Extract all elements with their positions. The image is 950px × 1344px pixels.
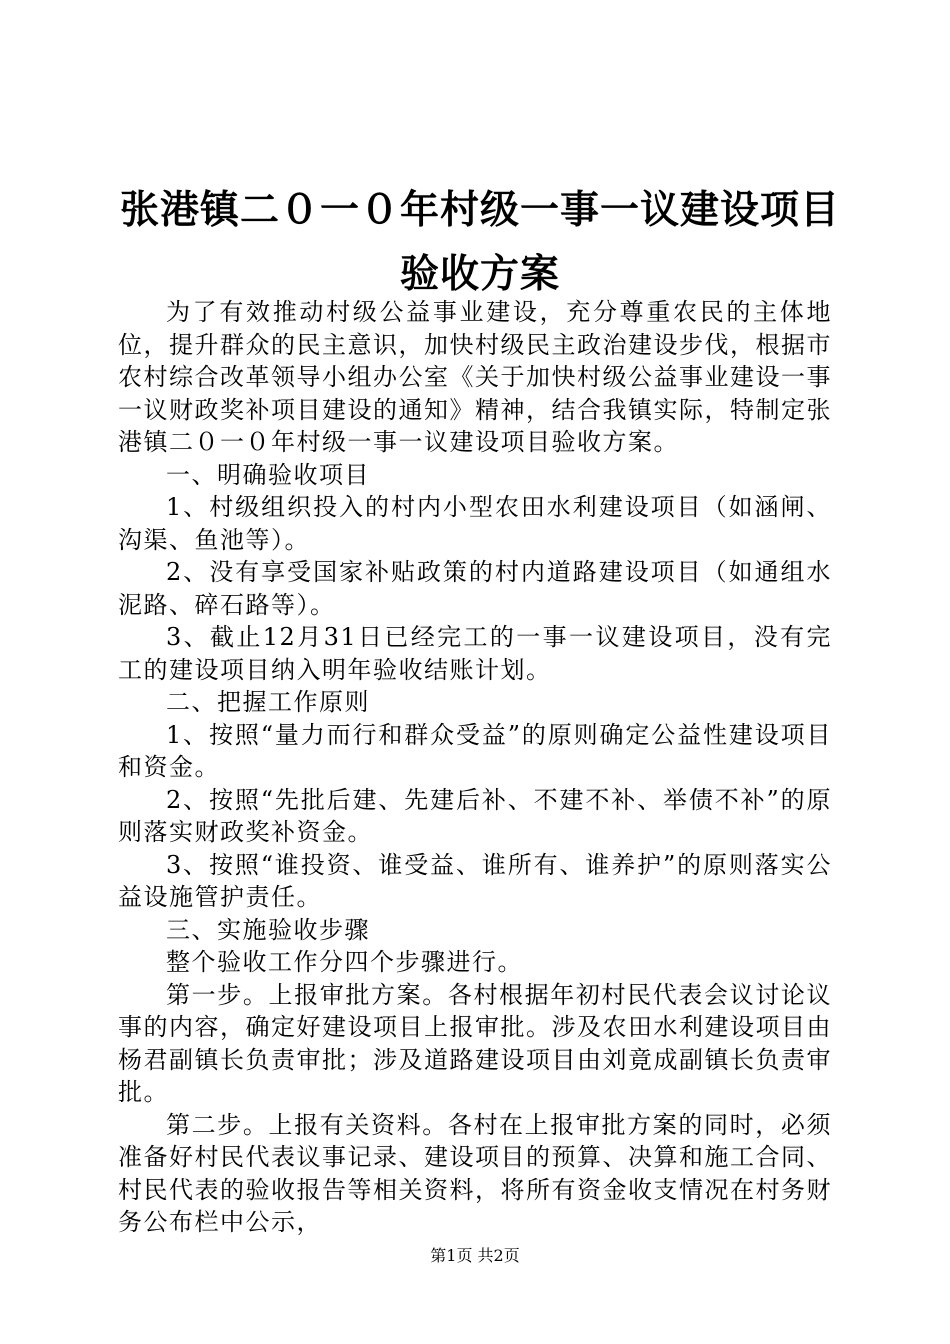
list-item-2-3: 3、按照“谁投资、谁受益、谁所有、谁养护”的原则落实公益设施管护责任。: [118, 850, 832, 911]
list-item-1-1: 1、村级组织投入的村内小型农田水利建设项目（如涵闸、沟渠、鱼池等）。: [118, 493, 832, 554]
page-footer: 第1页 共2页: [430, 1246, 520, 1265]
document-title: 张港镇二０一０年村级一事一议建设项目验收方案: [120, 187, 841, 297]
list-item-1-2: 2、没有享受国家补贴政策的村内道路建设项目（如通组水泥路、碎石路等）。: [118, 558, 832, 619]
list-item-2-2: 2、按照“先批后建、先建后补、不建不补、举债不补”的原则落实财政奖补资金。: [118, 785, 832, 846]
list-item-2-1: 1、按照“量力而行和群众受益”的原则确定公益性建设项目和资金。: [118, 720, 832, 781]
section-heading-2: 二、把握工作原则: [166, 688, 370, 716]
section-heading-1: 一、明确验收项目: [166, 460, 370, 489]
document-body: [118, 296, 832, 1239]
step-1-paragraph: 第一步。上报审批方案。各村根据年初村民代表会议讨论议事的内容，确定好建设项目上报审批。涉及农田水利建设项目由杨君副镇长负责审批；涉及道路建设项目由刘竟成副镇长负责审批。: [118, 980, 832, 1106]
step-2-paragraph: 第二步。上报有关资料。各村在上报审批方案的同时，必须准备好村民代表议事记录、建设项目的预算、决算和施工合同、村民代表的验收报告等相关资料，将所有资金收支情况在村务财务公布栏中公示，: [118, 1110, 832, 1236]
intro-paragraph: 为了有效推动村级公益事业建设，充分尊重农民的主体地位，提升群众的民主意识，加快村级民主政治建设步伐，根据市农村综合改革领导小组办公室《关于加快村级公益事业建设一事一议财政奖补项目建设的通知》精神，结合我镇实际，特制定张港镇二０一０年村级一事一议建设项目验收方案。: [118, 298, 832, 456]
list-item-1-3: 3、截止12月31日已经完工的一事一议建设项目，没有完工的建设项目纳入明年验收结账计划。: [118, 623, 832, 684]
section-heading-3: 三、实施验收步骤: [166, 915, 370, 944]
steps-intro: 整个验收工作分四个步骤进行。: [166, 948, 523, 976]
